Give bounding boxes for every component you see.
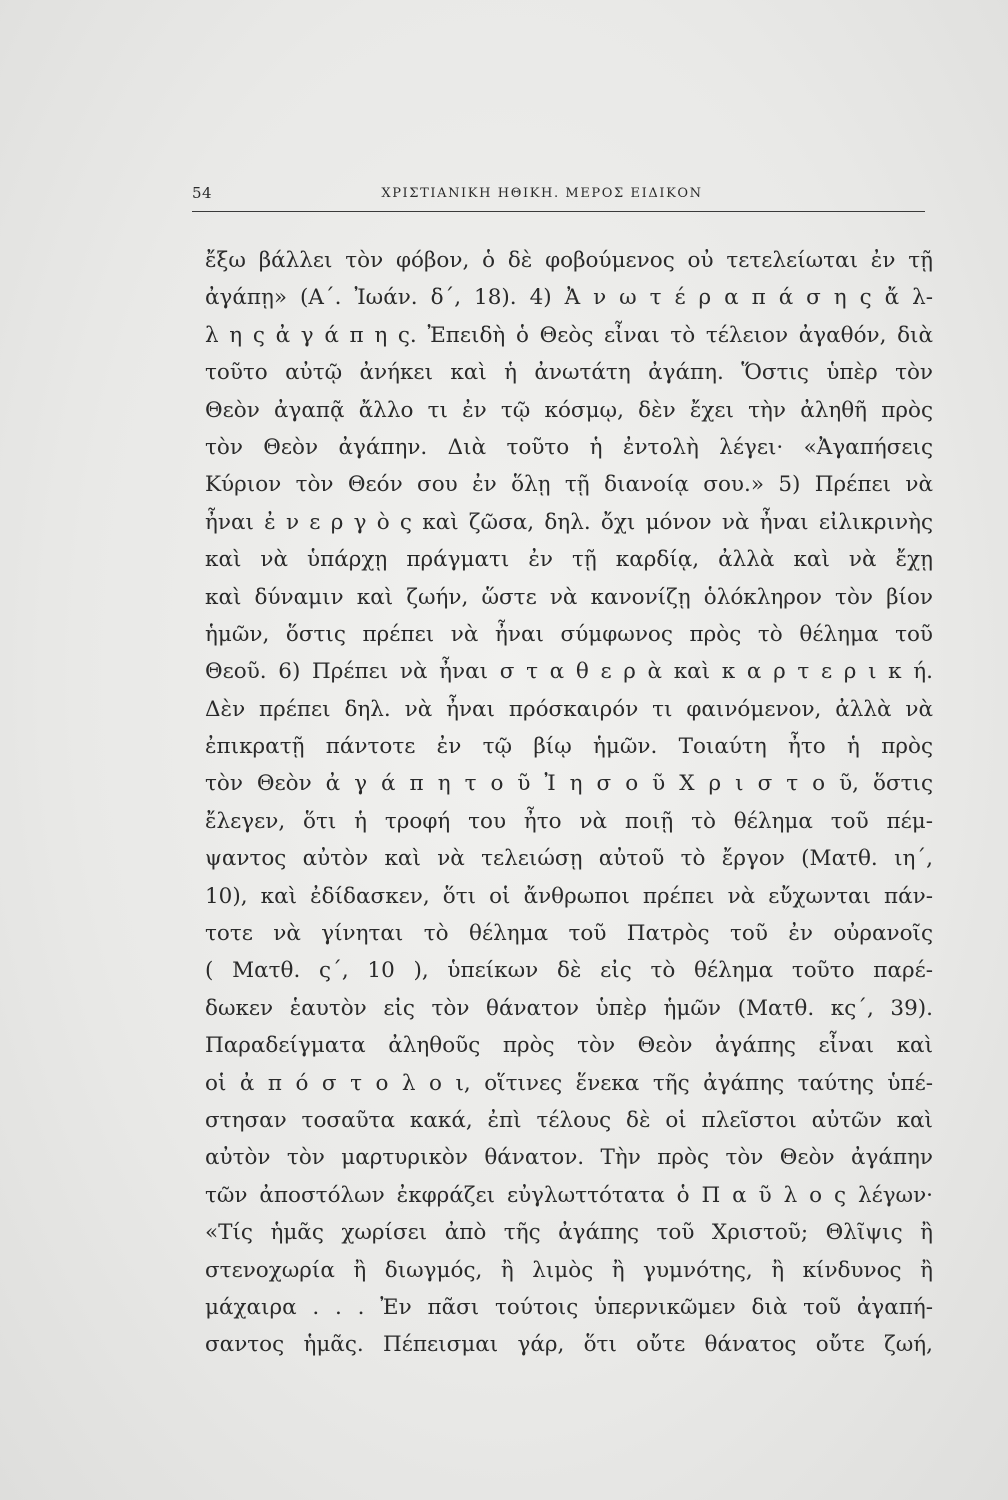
text-line: οἱ ἀ π ό σ τ ο λ ο ι, οἵτινες ἕνεκα τῆς ἀγάπης ταύτης ὑπέ- <box>205 1070 933 1096</box>
text-line: καὶ δύναμιν καὶ ζωήν, ὥστε νὰ κανονίζῃ ὁλόκληρον τὸν βίον <box>205 584 933 610</box>
text-line: Παραδείγματα ἀληθοῦς πρὸς τὸν Θεὸν ἀγάπης εἶναι καὶ <box>205 1033 933 1059</box>
text-line: σαντος ἡμᾶς. Πέπεισμαι γάρ, ὅτι οὔτε θάνατος οὔτε ζωή, <box>205 1332 933 1358</box>
text-line: αὐτὸν τὸν μαρτυρικὸν θάνατον. Τὴν πρὸς τὸν Θεὸν ἀγάπην <box>205 1145 933 1171</box>
page-number: 54 <box>192 184 213 202</box>
text-line: ( Ματθ. ς΄, 10 ), ὑπείκων δὲ εἰς τὸ θέλημα τοῦτο παρέ- <box>205 958 933 984</box>
text-line: τοῦτο αὐτῷ ἀνήκει καὶ ἡ ἀνωτάτη ἀγάπη. Ὅστις ὑπὲρ τὸν <box>205 360 933 386</box>
text-line: τῶν ἀποστόλων ἐκφράζει εὐγλωττότατα ὁ Π α ῦ λ ο ς λέγων· <box>205 1182 933 1208</box>
text-line: ἀγάπῃ» (Α΄. Ἰωάν. δ΄, 18). 4) Ἀ ν ω τ έ ρ α π ά σ η ς ἄ λ- <box>205 285 933 311</box>
text-line: τὸν Θεὸν ἀ γ ά π η τ ο ῦ Ἰ η σ ο ῦ Χ ρ ι σ τ ο ῦ, ὅστις <box>205 771 933 797</box>
body-text <box>205 242 933 1364</box>
text-line: λ η ς ἀ γ ά π η ς. Ἐπειδὴ ὁ Θεὸς εἶναι τὸ τέλειον ἀγαθόν, διὰ <box>205 322 933 348</box>
header-rule <box>192 211 925 212</box>
text-line: ἦναι ἐ ν ε ρ γ ὸ ς καὶ ζῶσα, δηλ. ὄχι μόνον νὰ ἦναι εἰλικρινὴς <box>205 509 933 535</box>
text-line: Θεὸν ἀγαπᾷ ἄλλο τι ἐν τῷ κόσμῳ, δὲν ἔχει τὴν ἀληθῆ πρὸς <box>205 397 933 423</box>
text-line: τὸν Θεὸν ἀγάπην. Διὰ τοῦτο ἡ ἐντολὴ λέγει· «Ἀγαπήσεις <box>205 434 933 460</box>
text-line: στενοχωρία ἢ διωγμός, ἢ λιμὸς ἢ γυμνότης, ἢ κίνδυνος ἢ <box>205 1257 933 1283</box>
text-line: ἡμῶν, ὅστις πρέπει νὰ ἦναι σύμφωνος πρὸς τὸ θέλημα τοῦ <box>205 621 933 647</box>
text-line: «Τίς ἡμᾶς χωρίσει ἀπὸ τῆς ἀγάπης τοῦ Χριστοῦ; Θλῖψις ἢ <box>205 1220 933 1246</box>
text-line: Δὲν πρέπει δηλ. νὰ ἦναι πρόσκαιρόν τι φαινόμενον, ἀλλὰ νὰ <box>205 696 933 722</box>
text-line: Θεοῦ. 6) Πρέπει νὰ ἦναι σ τ α θ ε ρ ὰ καὶ κ α ρ τ ε ρ ι κ ή. <box>205 659 933 685</box>
text-line: μάχαιρα . . . Ἐν πᾶσι τούτοις ὑπερνικῶμεν διὰ τοῦ ἀγαπή- <box>205 1294 933 1320</box>
text-line: ψαντος αὐτὸν καὶ νὰ τελειώσῃ αὐτοῦ τὸ ἔργον (Ματθ. ιη΄, <box>205 846 933 872</box>
text-line: στησαν τοσαῦτα κακά, ἐπὶ τέλους δὲ οἱ πλεῖστοι αὐτῶν καὶ <box>205 1107 933 1133</box>
text-line: Κύριον τὸν Θεόν σου ἐν ὅλῃ τῇ διανοίᾳ σου.» 5) Πρέπει νὰ <box>205 472 933 498</box>
text-line: 10), καὶ ἐδίδασκεν, ὅτι οἱ ἄνθρωποι πρέπει νὰ εὔχωνται πάν- <box>205 883 933 909</box>
text-line: δωκεν ἑαυτὸν εἰς τὸν θάνατον ὑπὲρ ἡμῶν (Ματθ. κς΄, 39). <box>205 995 933 1021</box>
running-head <box>192 184 928 208</box>
text-line: τοτε νὰ γίνηται τὸ θέλημα τοῦ Πατρὸς τοῦ ἐν οὐρανοῖς <box>205 921 933 947</box>
text-line: ἐπικρατῇ πάντοτε ἐν τῷ βίῳ ἡμῶν. Τοιαύτη ἦτο ἡ πρὸς <box>205 734 933 760</box>
text-line: ἔξω βάλλει τὸν φόβον, ὁ δὲ φοβούμενος οὐ τετελείωται ἐν τῇ <box>205 248 933 273</box>
text-line: ἔλεγεν, ὅτι ἡ τροφή του ἦτο νὰ ποιῇ τὸ θέλημα τοῦ πέμ- <box>205 808 933 834</box>
text-line: καὶ νὰ ὑπάρχῃ πράγματι ἐν τῇ καρδίᾳ, ἀλλὰ καὶ νὰ ἔχῃ <box>205 547 933 573</box>
running-title: ΧΡΙΣΤΙΑΝΙΚΗ ΗΘΙΚΗ. ΜΕΡΟΣ ΕΙΔΙΚΟΝ <box>381 186 703 201</box>
